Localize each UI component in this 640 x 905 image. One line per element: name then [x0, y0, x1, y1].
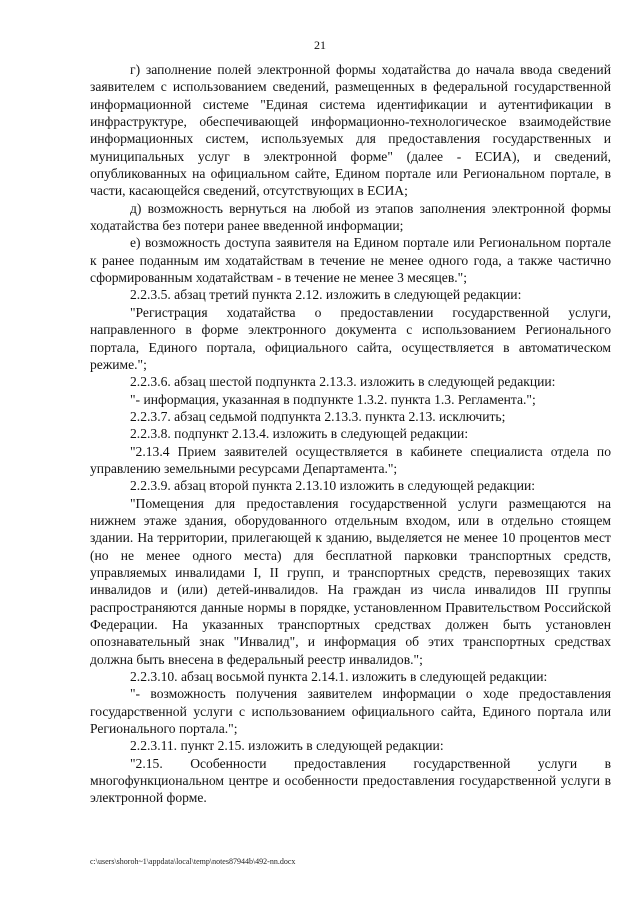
- paragraph-e-access-petitions: е) возможность доступа заявителя на Едином портале или Региональном портале к ранее поданным им ходатайствам в течение не менее одного года, а также частично сформированным ходатайствам - в течение не менее 3 месяцев.";: [90, 235, 611, 286]
- paragraph-d-return-to-step: д) возможность вернуться на любой из этапов заполнения электронной формы ходатайства без потери ранее введенной информации;: [90, 200, 611, 234]
- paragraph-2-2-3-8: 2.2.3.8. подпункт 2.13.4. изложить в следующей редакции:: [130, 426, 469, 442]
- footer-file-path: c:\users\shoroh~1\appdata\local\temp\notes87944b\492-nn.docx: [90, 857, 296, 866]
- paragraph-2-2-3-5: 2.2.3.5. абзац третий пункта 2.12. изложить в следующей редакции:: [130, 287, 522, 303]
- quote-information-1-3-2: "- информация, указанная в подпункте 1.3.2. пункта 1.3. Регламента.";: [130, 391, 536, 407]
- page-number: 21: [314, 38, 326, 52]
- paragraph-g-esia-fields: г) заполнение полей электронной формы ходатайства до начала ввода сведений заявителем с использованием сведений, размещенных в федеральной государственной информационной системе "Единая система идентификации и аутентификации в инфраструктуре, обеспечивающей информационно-технологическое взаимодействие информационных систем, используемых для предоставления государственных и муниципальных услуг в электронной форме" (далее - ЕСИА), и сведений, опубликованных на официальном сайте, Едином портале или Региональном портале, в части, касающейся сведений, отсутствующих в ЕСИА;: [90, 62, 611, 199]
- paragraph-2-2-3-7: 2.2.3.7. абзац седьмой подпункта 2.13.3. пункта 2.13. исключить;: [130, 408, 506, 424]
- paragraph-2-2-3-9: 2.2.3.9. абзац второй пункта 2.13.10 изложить в следующей редакции:: [130, 478, 536, 494]
- quote-registration-petition: "Регистрация ходатайства о предоставлении государственной услуги, направленного в форме электронного документа с использованием Регионального портала, Единого портала, официального сайта, осуществляется в автоматическом режиме.";: [90, 304, 611, 372]
- paragraph-2-2-3-11: 2.2.3.11. пункт 2.15. изложить в следующей редакции:: [130, 738, 444, 754]
- document-body: [90, 61, 611, 807]
- quote-2-13-4-reception: "2.13.4 Прием заявителей осуществляется в кабинете специалиста отдела по управлению земельными ресурсами Департамента.";: [90, 443, 611, 476]
- quote-premises-parking: "Помещения для предоставления государственной услуги размещаются на нижнем этаже здания, оборудованного отдельным входом, или в отдельно стоящем здании. На территории, прилегающей к зданию, выделяется не менее 10 процентов мест (но не менее одного места) для бесплатной парковки транспортных средств, управляемых инвалидами I, II групп, и транспортных средств, перевозящих таких инвалидов и (или) детей-инвалидов. На граждан из числа инвалидов III группы распространяются данные нормы в порядке, установленном Правительством Российской Федерации. На указанных транспортных средствах должен быть установлен опознавательный знак "Инвалид", и информация об этих транспортных средствах должна быть внесена в федеральный реестр инвалидов.";: [90, 495, 611, 667]
- paragraph-2-2-3-10: 2.2.3.10. абзац восьмой пункта 2.14.1. изложить в следующей редакции:: [130, 669, 548, 685]
- quote-progress-information: "- возможность получения заявителем информации о ходе предоставления государственной услуги с использованием официального сайта, Единого портала или Регионального портала.";: [90, 686, 611, 737]
- paragraph-2-2-3-6: 2.2.3.6. абзац шестой подпункта 2.13.3. изложить в следующей редакции:: [130, 374, 556, 390]
- quote-2-15-features: "2.15. Особенности предоставления государственной услуги в многофункциональном центре и особенности предоставления государственной услуги в электронной форме.: [90, 755, 611, 806]
